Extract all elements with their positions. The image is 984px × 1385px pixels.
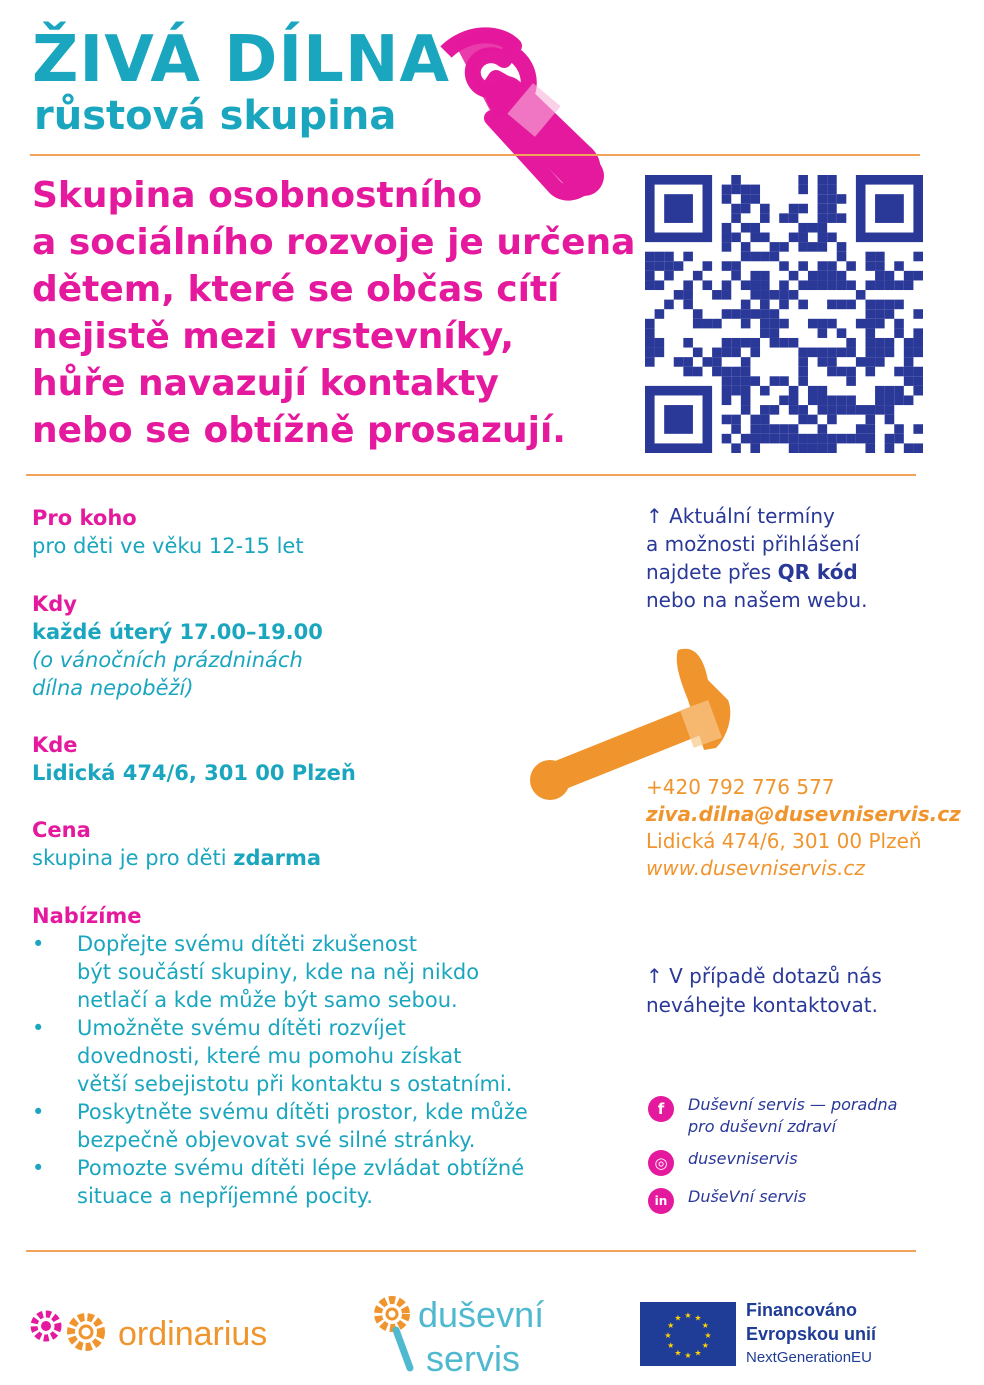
section-note: dílna nepoběží): [32, 676, 194, 700]
contact-block: [646, 774, 961, 882]
intro-line: Skupina osobnostního: [32, 175, 483, 216]
list-item-line: větší sebejistotu při kontaktu s ostatními.: [77, 1072, 513, 1096]
contact-phone[interactable]: +420 792 776 577: [646, 775, 835, 799]
divider-top: [30, 154, 920, 156]
bullet-dot: •: [32, 932, 45, 956]
price-bold: zdarma: [233, 846, 322, 870]
qr-note-line: nebo na našem webu.: [646, 588, 868, 612]
eu-star-icon: ★: [674, 1348, 682, 1358]
section-heading: Kdy: [32, 592, 77, 616]
eu-stars-icon: [640, 1302, 736, 1366]
eu-line: Financováno: [746, 1300, 858, 1320]
eu-line: NextGenerationEU: [746, 1349, 872, 1366]
divider-middle: [26, 474, 916, 476]
contact-web[interactable]: www.dusevniservis.cz: [646, 856, 865, 880]
question-line: ↑ V případě dotazů nás: [646, 964, 882, 988]
social-facebook-line: pro duševní zdraví: [688, 1117, 837, 1136]
section-heading: Pro koho: [32, 506, 137, 530]
eu-star-icon: ★: [701, 1321, 709, 1330]
social-instagram-label: dusevniservis: [688, 1149, 798, 1168]
eu-star-icon: ★: [684, 1311, 692, 1320]
social-facebook-line: Duševní servis — poradna: [688, 1095, 898, 1114]
section-value: Lidická 474/6, 301 00 Plzeň: [32, 761, 356, 785]
ordinarius-logo-icon: [26, 1302, 116, 1358]
qr-note-prefix: najdete přes: [646, 560, 778, 584]
intro-line: nebo se obtížně prosazují.: [32, 410, 566, 451]
hammer-handle: [548, 720, 698, 780]
section-value: každé úterý 17.00–19.00: [32, 620, 323, 644]
social-instagram[interactable]: [648, 1148, 798, 1170]
list-item: [32, 1154, 612, 1210]
eu-star-icon: ★: [674, 1313, 682, 1323]
eu-line: Evropskou unií: [746, 1324, 877, 1344]
linkedin-icon: in: [648, 1188, 674, 1214]
qr-note-line: ↑ Aktuální termíny: [646, 504, 835, 528]
list-item-line: Dopřejte svému dítěti zkušenost: [77, 932, 417, 956]
eu-star-icon: ★: [667, 1321, 675, 1330]
social-linkedin[interactable]: [648, 1186, 806, 1208]
qr-note: [646, 502, 867, 614]
ordinarius-logo-text: ordinarius: [118, 1315, 268, 1353]
list-item-line: dovednosti, které mu pomohu získat: [77, 1044, 462, 1068]
section-value: [32, 844, 321, 872]
contact-address: Lidická 474/6, 301 00 Plzeň: [646, 829, 922, 853]
eu-star-icon: ★: [684, 1351, 692, 1360]
gear-icon: [34, 1314, 58, 1338]
eu-flag: [640, 1302, 736, 1366]
page-title: ŽIVÁ DÍLNA: [32, 23, 451, 97]
eu-star-icon: ★: [694, 1348, 702, 1358]
intro-line: hůře navazují kontakty: [32, 363, 499, 404]
section-heading: Cena: [32, 818, 91, 842]
price-prefix: skupina je pro děti: [32, 846, 234, 870]
qr-code[interactable]: [645, 175, 923, 453]
question-line: neváhejte kontaktovat.: [646, 993, 878, 1017]
intro-paragraph: [32, 172, 636, 454]
hammer-handle-end: [530, 760, 570, 800]
eu-star-icon: ★: [694, 1313, 702, 1323]
question-note: [646, 962, 882, 1020]
section-for-whom: [32, 504, 304, 560]
list-item-line: Pomozte svému dítěti lépe zvládat obtížné: [77, 1156, 525, 1180]
list-item-line: Poskytněte svému dítěti prostor, kde může: [77, 1100, 528, 1124]
section-when: [32, 590, 323, 702]
eu-star-icon: ★: [667, 1341, 675, 1350]
intro-line: dětem, které se občas cítí: [32, 269, 560, 310]
offers-heading: Nabízíme: [32, 904, 142, 928]
bullet-dot: •: [32, 1156, 45, 1180]
eu-star-icon: ★: [704, 1331, 712, 1340]
eu-star-icon: ★: [701, 1341, 709, 1350]
social-facebook[interactable]: [648, 1094, 897, 1138]
list-item: [32, 1014, 612, 1098]
dusevni-servis-logo-icon: [370, 1292, 420, 1376]
qr-note-line: a možnosti přihlášení: [646, 532, 860, 556]
list-item-line: netlačí a kde může být samo sebou.: [77, 988, 458, 1012]
qr-note-line: [646, 558, 867, 586]
servis-logo-text: servis: [426, 1338, 521, 1379]
list-item-line: být součástí skupiny, kde na něj nikdo: [77, 960, 480, 984]
qr-note-bold: QR kód: [777, 560, 858, 584]
instagram-icon: ◎: [648, 1150, 674, 1176]
bullet-dot: •: [32, 1016, 45, 1040]
list-item-line: bezpečně objevovat své silné stránky.: [77, 1128, 476, 1152]
divider-bottom: [26, 1250, 916, 1252]
bullet-dot: •: [32, 1100, 45, 1124]
wrench-icon: [396, 1330, 410, 1368]
intro-line: a sociálního rozvoje je určena: [32, 222, 636, 263]
dusevni-logo-text: duševní: [418, 1294, 545, 1335]
list-item: [32, 930, 612, 1014]
section-price: [32, 816, 321, 872]
eu-funding-text: [746, 1298, 876, 1370]
facebook-icon: f: [648, 1096, 674, 1122]
section-where: [32, 731, 356, 787]
social-linkedin-label: DušeVní servis: [688, 1187, 807, 1206]
section-value: pro děti ve věku 12-15 let: [32, 534, 304, 558]
section-heading: Kde: [32, 733, 78, 757]
contact-email[interactable]: ziva.dilna@dusevniservis.cz: [646, 802, 961, 826]
gear-icon: [378, 1300, 406, 1328]
section-note: (o vánočních prázdninách: [32, 648, 303, 672]
eu-star-icon: ★: [664, 1331, 672, 1340]
list-item-line: Umožněte svému dítěti rozvíjet: [77, 1016, 406, 1040]
list-item: [32, 1098, 612, 1154]
list-item-line: situace a nepříjemné pocity.: [77, 1184, 373, 1208]
offers-section: [32, 902, 612, 1210]
gear-icon: [71, 1317, 101, 1347]
intro-line: nejistě mezi vrstevníky,: [32, 316, 515, 357]
page-subtitle: růstová skupina: [34, 93, 397, 139]
